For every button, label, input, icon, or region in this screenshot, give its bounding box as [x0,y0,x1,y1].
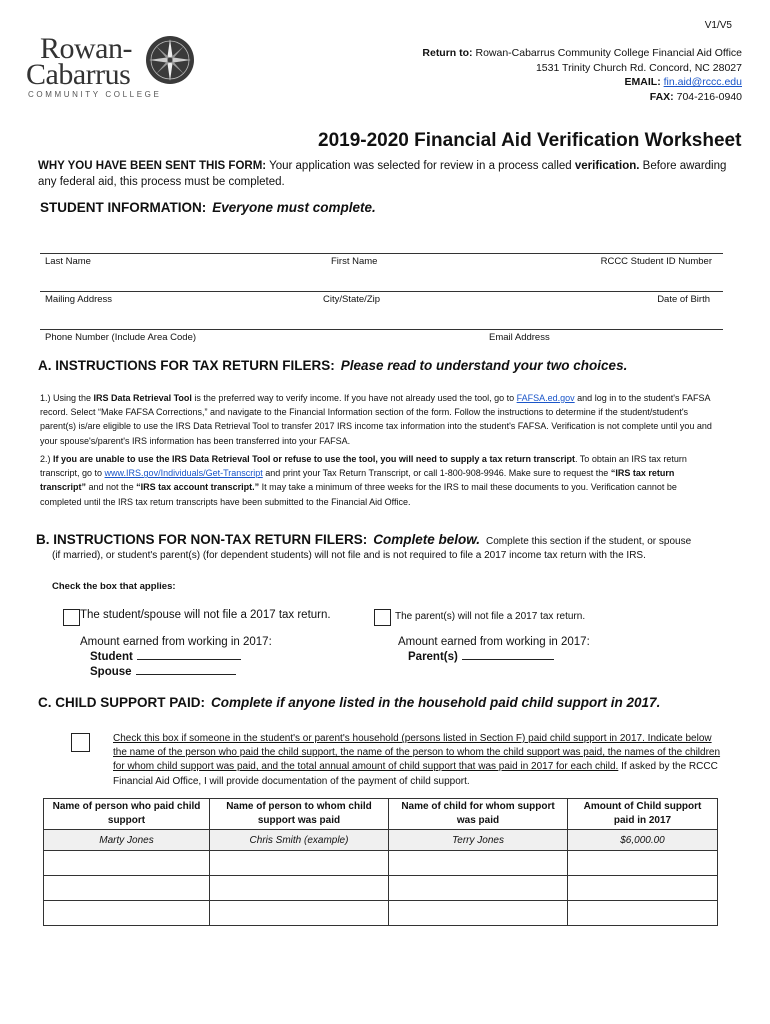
why-text2: Before awarding any federal aid, this process must be completed. [38,160,727,188]
why-label: WHY YOU HAVE BEEN SENT THIS FORM: [38,160,267,172]
example-payee: Chris Smith (example) [210,830,389,851]
email-label: EMAIL: [624,76,661,88]
student-info-heading [40,200,376,215]
p1-prefix: 1.) Using the [40,393,92,403]
student-no-file-checkbox[interactable] [63,609,80,626]
col-payer-header: Name of person who paid child support [44,799,210,830]
p1-text2: and log in to the student's FAFSA record. Select “Make FAFSA Corrections,” and navigate to the Financial Information section of the form. Follow the instructions to determine if the student/student's parent(s) is/are eligible to use the IRS Data Retrieval Tool to transfer 2017 IRS income tax information into the student's FAFSA. Verification is not complete until you and your spouse's/parent's IRS information has been transferred into your FAFSA. [40,393,712,446]
child-support-text-underlined: Check this box if someone in the student's or parent's household (persons listed in Section F) paid child support in 2017. Indicate below the name of the person who paid the child support, the name of the person to whom the child support was paid, the names of the children for whom child support was paid, and the total annual amount of child support that was paid in 2017 for each child. [113,733,721,773]
logo-line1: Rowan- [40,32,132,65]
p2-bold2: “IRS tax return transcript” [40,468,675,493]
return-office: Rowan-Cabarrus Community College Financial Aid Office [475,47,742,59]
section-c-subtitle: Complete if anyone listed in the household paid child support in 2017. [211,695,661,710]
student-no-file-label: The student/spouse will not file a 2017 tax return. [80,609,331,621]
return-label: Return to: [422,47,473,59]
section-c-title: C. CHILD SUPPORT PAID: [38,695,206,710]
spouse-amount-field[interactable] [136,664,236,675]
cell-child[interactable] [389,901,568,926]
cell-amount[interactable] [568,851,718,876]
example-child: Terry Jones [389,830,568,851]
section-a-title: A. INSTRUCTIONS FOR TAX RETURN FILERS: [38,358,335,373]
p2-prefix: 2.) [40,454,51,464]
section-b-title: B. INSTRUCTIONS FOR NON-TAX RETURN FILERS: [36,532,368,547]
example-amount: $6,000.00 [568,830,718,851]
child-support-checkbox[interactable] [71,733,90,752]
table-row [44,901,718,926]
section-b-text1: Complete this section if the student, or spouse [486,536,692,547]
section-a-paragraph-1 [40,391,720,448]
first-name-label: First Name [331,256,378,267]
return-street: 1531 Trinity Church Rd. Concord, NC 28027 [535,61,742,74]
college-logo [26,32,206,102]
why-text1: Your application was selected for review in a process called [269,160,572,172]
student-info-title: STUDENT INFORMATION: [40,200,207,215]
child-support-table [43,798,718,926]
cell-child[interactable] [389,876,568,901]
email-link[interactable]: fin.aid@rccc.edu [663,76,742,88]
logo-line3: COMMUNITY COLLEGE [28,90,162,99]
table-row [44,876,718,901]
dob-label: Date of Birth [657,294,710,305]
phone-row-line [40,329,723,330]
spouse-label: Spouse [90,666,132,678]
col-payee-header: Name of person to whom child support was paid [210,799,389,830]
check-applies-label: Check the box that applies: [52,581,176,592]
student-label: Student [90,651,133,663]
cell-payer[interactable] [44,876,210,901]
cell-child[interactable] [389,851,568,876]
section-a-heading [38,358,627,373]
section-b-heading [36,532,691,547]
p2-bold3: “IRS tax account transcript.” [136,482,260,493]
cell-payee[interactable] [210,901,389,926]
student-amount-field[interactable] [137,649,241,660]
table-row [44,851,718,876]
student-info-subtitle: Everyone must complete. [212,200,376,215]
section-c-heading [38,695,660,710]
p1-bold: IRS Data Retrieval Tool [93,393,192,403]
p2-bold1: If you are unable to use the IRS Data Retrieval Tool or refuse to use the tool, you will need to supply a tax return transcript [53,454,575,464]
return-address [422,46,742,104]
version-label: V1/V5 [704,20,732,31]
mailing-address-label: Mailing Address [45,294,113,305]
section-a-paragraph-2 [40,452,720,509]
child-support-instructions [113,732,725,789]
cell-payee[interactable] [210,876,389,901]
p2-text2: and print your Tax Return Transcript, or call 1-800-908-9946. Make sure to request the [265,468,609,479]
address-row-line [40,291,723,292]
why-bold: verification. [574,160,640,172]
city-state-zip-label: City/State/Zip [323,294,381,305]
section-a-subtitle: Please read to understand your two choices. [340,358,628,373]
logo-line2: Cabarrus [26,58,131,91]
fafsa-link[interactable]: FAFSA.ed.gov [516,393,575,403]
parent-label: Parent(s) [408,651,458,663]
cell-payee[interactable] [210,851,389,876]
table-header-row [44,799,718,830]
cell-payer[interactable] [44,851,210,876]
section-b-text2: (if married), or student's parent(s) (for dependent students) will not file and is not required to file a 2017 income tax return with the IRS. [52,550,646,561]
parent-amount-field[interactable] [462,649,554,660]
page-title: 2019-2020 Financial Aid Verification Worksheet [318,130,742,151]
parent-no-file-checkbox[interactable] [374,609,391,626]
cell-payer[interactable] [44,901,210,926]
last-name-label: Last Name [45,256,91,267]
col-amount-header: Amount of Child support paid in 2017 [568,799,718,830]
student-amount-label: Amount earned from working in 2017: [80,636,272,648]
table-row-example [44,830,718,851]
compass-rose-icon [144,34,196,86]
phone-label: Phone Number (Include Area Code) [45,332,197,343]
p2-text4: It may take a minimum of three weeks for the IRS to mail these documents to you. Verification cannot be completed until the IRS tax return transcripts have been submitted to the Financial Aid Office. [40,482,677,507]
col-child-header: Name of child for whom support was paid [389,799,568,830]
child-support-text-plain: If asked by the RCCC Financial Aid Office, I will provide documentation of the payment of child support. [113,761,718,787]
section-b-subtitle: Complete below. [373,532,481,547]
student-amount-block [80,636,272,679]
cell-amount[interactable] [568,876,718,901]
p2-text3: and not the [88,482,134,493]
fax-label: FAX: [649,90,674,103]
parent-no-file-label: The parent(s) will not file a 2017 tax return. [395,611,586,622]
cell-amount[interactable] [568,901,718,926]
name-row-line [40,253,723,254]
why-sent-text [38,158,738,190]
fax-number: 704-216-0940 [676,90,742,103]
example-payer: Marty Jones [44,830,210,851]
student-id-label: RCCC Student ID Number [600,256,712,267]
parent-amount-block [398,636,590,664]
p2-text1: . To obtain an IRS tax return transcript, go to [40,454,687,479]
email-address-label: Email Address [489,332,550,343]
irs-transcript-link[interactable]: www.IRS.gov/Individuals/Get-Transcript [104,468,263,479]
parent-amount-label: Amount earned from working in 2017: [398,636,590,648]
p1-text1: is the preferred way to verify income. If you have not already used the tool, go to [194,393,515,403]
